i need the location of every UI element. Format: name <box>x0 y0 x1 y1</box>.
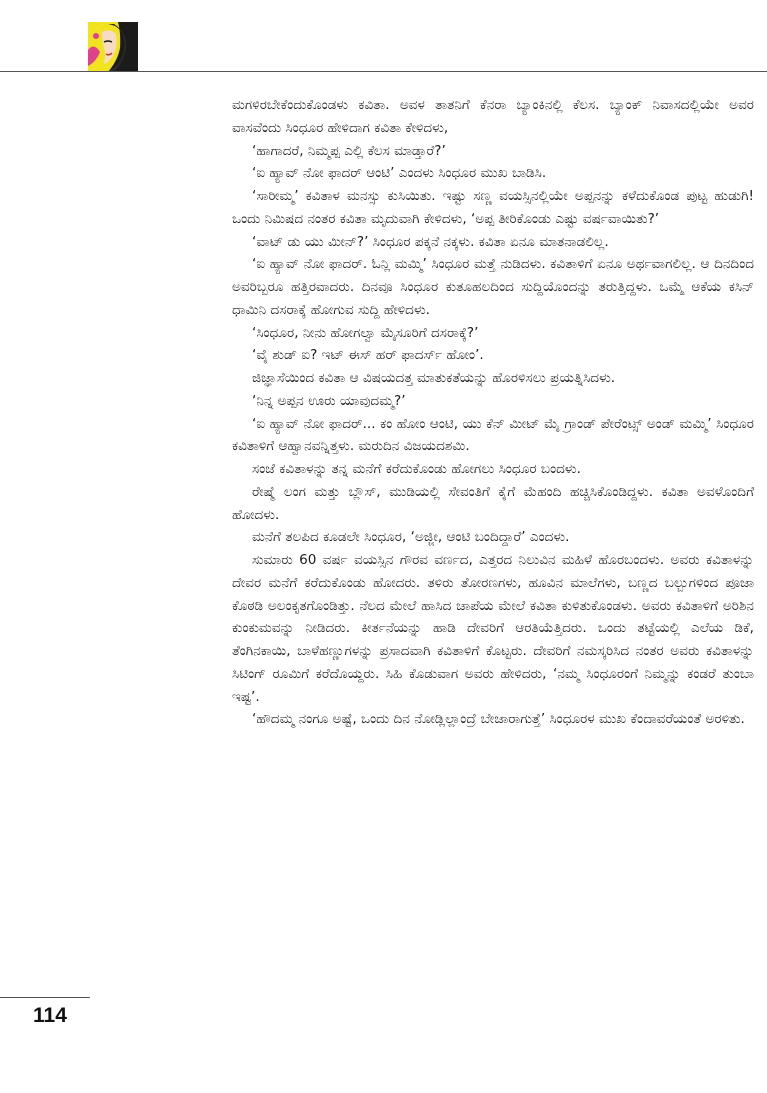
paragraph: ‘ಸಿಂಧೂರ, ನೀನು ಹೋಗಲ್ವಾ ಮೈಸೂರಿಗೆ ದಸರಾಕ್ಕೆ?’ <box>252 324 479 341</box>
story-text <box>232 94 754 731</box>
paragraph: ‘ಐ ಹ್ಯಾವ್ ನೋ ಫಾದರ್ ಆಂಟಿ’ ಎಂದಳು ಸಿಂಧೂರ ಮುಖ ಬಾಡಿಸಿ. <box>252 165 547 182</box>
footer-divider <box>0 997 90 998</box>
paragraph: ‘ವೈ ಶುಡ್ ಐ? ಇಟ್ ಈಸ್ ಹರ್ ಫಾದರ್ಸ್ ಹೋಂ’. <box>252 347 484 364</box>
paragraph: ಜಿಜ್ಞಾಸೆಯಿಂದ ಕವಿತಾ ಆ ವಿಷಯದತ್ತ ಮಾತುಕತೆಯನ್ನು ಹೊರಳಿಸಲು ಪ್ರಯತ್ನಿಸಿದಳು. <box>252 370 616 386</box>
paragraph: ರೇಷ್ಮೆ ಲಂಗ ಮತ್ತು ಬ್ಲೌಸ್, ಮುಡಿಯಲ್ಲಿ ಸೇವಂತಿಗೆ ಕೈಗೆ ಮೆಹಂದಿ ಹಚ್ಚಿಸಿಕೊಂಡಿದ್ದಳು. ಕವಿತಾ ಅವಳೊಂದಿಗೆ ಹೋದಳು. <box>232 483 754 523</box>
paragraph: ಮನೆಗೆ ತಲಪಿದ ಕೂಡಲೇ ಸಿಂಧೂರ, ‘ಅಜ್ಜೀ, ಆಂಟಿ ಬಂದಿದ್ದಾರೆ’ ಎಂದಳು. <box>252 529 570 546</box>
paragraph: ‘ಐ ಹ್ಯಾವ್ ನೋ ಫಾದರ್. ಓನ್ಲಿ ಮಮ್ಮಿ’ ಸಿಂಧೂರ ಮತ್ತೆ ನುಡಿದಳು. ಕವಿತಾಳಿಗೆ ಏನೂ ಅರ್ಥವಾಗಲಿಲ್ಲ. ಆ ದಿನದಿಂದ ಅವರಿಬ್ಬರೂ ಹತ್ತಿರವಾದರು. ದಿನವೂ ಸಿಂಧೂರ ಕುತೂಹಲದಿಂದ ಸುದ್ದಿಯೊಂದನ್ನು ತರುತ್ತಿದ್ದಳು. ಒಮ್ಮೆ ಆಕೆಯ ಕಸಿನ್ ಧಾಮಿನಿ ದಸರಾಕ್ಕೆ ಹೋಗುವ ಸುದ್ದಿ ಹೇಳಿದಳು. <box>232 256 754 318</box>
paragraph: ‘ಹೌದಮ್ಮ ನಂಗೂ ಅಷ್ಟೆ, ಒಂದು ದಿನ ನೋಡ್ಲಿಲ್ಲಾಂದ್ರೆ ಬೇಜಾರಾಗುತ್ತೆ’ ಸಿಂಧೂರಳ ಮುಖ ಕೆಂದಾವರೆಯಂತೆ ಅರಳಿತು. <box>252 711 745 728</box>
paragraph: ‘ನಿನ್ನ ಅಪ್ಪನ ಊರು ಯಾವುದಮ್ಮ?’ <box>252 392 406 409</box>
paragraph: ಮಗಳಿರಬೇಕೆಂದುಕೊಂಡಳು ಕವಿತಾ. ಅವಳ ತಾತನಿಗೆ ಕೆನರಾ ಬ್ಯಾಂಕಿನಲ್ಲಿ ಕೆಲಸ. ಬ್ಯಾಂಕ್ ನಿವಾಸದಲ್ಲಿಯೇ ಅವರ ವಾಸವೆಂದು ಸಿಂಧೂರ ಹೇಳಿದಾಗ ಕವಿತಾ ಕೇಳಿದಳು, <box>232 97 754 136</box>
page-number: 114 <box>33 1004 67 1027</box>
paragraph: ಸಂಜೆ ಕವಿತಾಳನ್ನು ತನ್ನ ಮನೆಗೆ ಕರೆದುಕೊಂಡು ಹೋಗಲು ಸಿಂಧೂರ ಬಂದಳು. <box>252 461 581 477</box>
paragraph: ‘ವಾಟ್ ಡು ಯು ಮೀನ್?’ ಸಿಂಧೂರ ಪಕ್ಕನೆ ನಕ್ಕಳು. ಕವಿತಾ ಏನೂ ಮಾತನಾಡಲಿಲ್ಲ. <box>252 233 609 250</box>
woman-profile-logo <box>88 22 138 72</box>
header-divider <box>0 71 767 72</box>
paragraph: ‘ಸಾರೀಮ್ಮ’ ಕವಿತಾಳ ಮನಸ್ಸು ಕುಸಿಯಿತು. ಇಷ್ಟು ಸಣ್ಣ ವಯಸ್ಸಿನಲ್ಲಿಯೇ ಅಪ್ಪನನ್ನು ಕಳೆದುಕೊಂಡ ಪುಟ್ಟ ಹುಡುಗಿ! ಒಂದು ನಿಮಿಷದ ನಂತರ ಕವಿತಾ ಮೃದುವಾಗಿ ಕೇಳಿದಳು, ‘ಅಪ್ಪ ತೀರಿಕೊಂಡು ಎಷ್ಟು ವರ್ಷವಾಯಿತು?’ <box>232 188 754 227</box>
paragraph: ‘ಹಾಗಾದರೆ, ನಿಮ್ಮಪ್ಪ ಎಲ್ಲಿ ಕೆಲಸ ಮಾಡ್ತಾರೆ?’ <box>252 142 446 159</box>
paragraph: ‘ಐ ಹ್ಯಾವ್ ನೋ ಫಾದರ್... ಕಂ ಹೋಂ ಆಂಟಿ, ಯು ಕೆನ್ ಮೀಟ್ ಮೈ ಗ್ರಾಂಡ್ ಪೇರೆಂಟ್ಸ್ ಅಂಡ್ ಮಮ್ಮಿ’ ಸಿಂಧೂರ ಕವಿತಾಳಿಗೆ ಆಹ್ವಾನವನ್ನಿತ್ತಳು. ಮರುದಿನ ವಿಜಯದಶಮಿ. <box>232 415 754 455</box>
paragraph: ಸುಮಾರು 60 ವರ್ಷ ವಯಸ್ಸಿನ ಗೌರವ ವರ್ಣದ, ಎತ್ತರದ ನಿಲುವಿನ ಮಹಿಳೆ ಹೊರಬಂದಳು. ಅವರು ಕವಿತಾಳನ್ನು ದೇವರ ಮನೆಗೆ ಕರೆದುಕೊಂಡು ಹೋದರು. ತಳಿರು ತೋರಣಗಳು, ಹೂವಿನ ಮಾಲೆಗಳು, ಬಣ್ಣದ ಬಲ್ಬುಗಳಿಂದ ಪೂಜಾ ಕೊಠಡಿ ಅಲಂಕೃತಗೊಂಡಿತ್ತು. ನೆಲದ ಮೇಲೆ ಹಾಸಿದ ಚಾಪೆಯ ಮೇಲೆ ಕವಿತಾ ಕುಳಿತುಕೊಂಡಳು. ಅವರು ಕವಿತಾಳಿಗೆ ಅರಿಶಿನ ಕುಂಕುಮವನ್ನು ನೀಡಿದರು. ಕೀರ್ತನೆಯನ್ನು ಹಾಡಿ ದೇವರಿಗೆ ಆರತಿಯೆತ್ತಿದರು. ಒಂದು ತಟ್ಟೆಯಲ್ಲಿ ಎಲೆಯ ಡಿಕೆ, ತೆಂಗಿನಕಾಯಿ, ಬಾಳೆಹಣ್ಣುಗಳನ್ನು ಪ್ರಸಾದವಾಗಿ ಕವಿತಾಳಿಗೆ ಕೊಟ್ಟರು. ದೇವರಿಗೆ ನಮಸ್ಕರಿಸಿದ ನಂತರ ಅವರು ಕವಿತಾಳನ್ನು ಸಿಟಿಂಗ್ ರೂಮಿಗೆ ಕರೆದೊಯ್ದರು. ಸಿಹಿ ಕೊಡುವಾಗ ಅವರು ಹೇಳಿದರು, ‘ನಮ್ಮ ಸಿಂಧೂರಂಗೆ ನಿಮ್ಮನ್ನು ಕಂಡರೆ ತುಂಬಾ ಇಷ್ಟ’. <box>232 552 754 705</box>
